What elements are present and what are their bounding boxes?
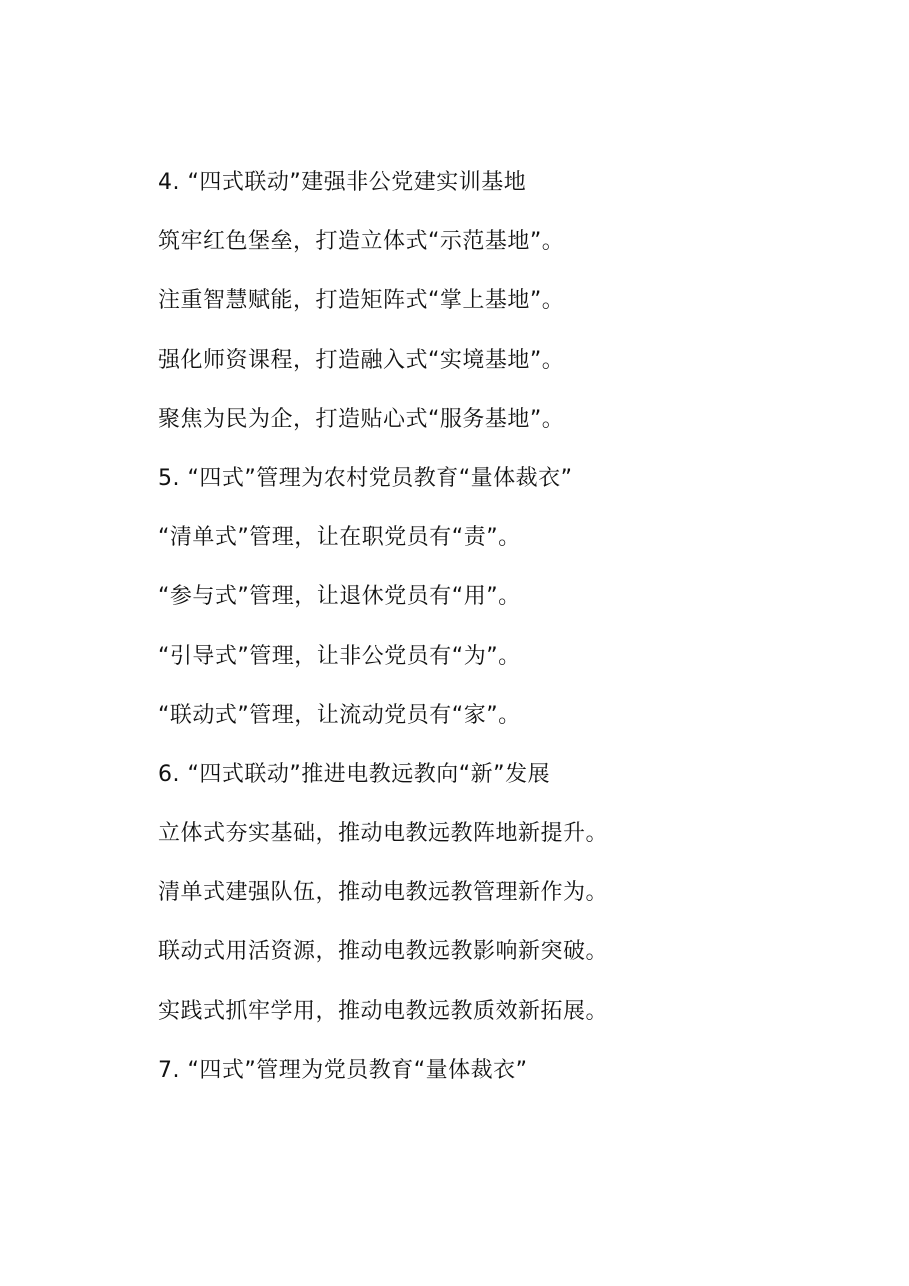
paragraph-line: 实践式抓牢学用，推动电教远教质效新拓展。: [158, 998, 609, 1024]
paragraph-line: 联动式用活资源，推动电教远教影响新突破。: [158, 939, 609, 965]
paragraph-line: “引导式”管理，让非公党员有“为”。: [158, 643, 521, 669]
paragraph-line: 注重智慧赋能，打造矩阵式“掌上基地”。: [158, 288, 565, 314]
paragraph-line: 聚焦为民为企，打造贴心式“服务基地”。: [158, 406, 565, 432]
paragraph-line: 强化师资课程，打造融入式“实境基地”。: [158, 347, 565, 373]
paragraph-line: “联动式”管理，让流动党员有“家”。: [158, 702, 521, 728]
paragraph-line: “清单式”管理，让在职党员有“责”。: [158, 525, 521, 551]
document-body: [158, 164, 858, 1111]
paragraph-line: “参与式”管理，让退休党员有“用”。: [158, 584, 521, 610]
heading-5: 5. “四式”管理为农村党员教育“量体裁衣”: [158, 465, 573, 491]
heading-6: 6. “四式联动”推进电教远教向“新”发展: [158, 761, 551, 787]
paragraph-line: 立体式夯实基础，推动电教远教阵地新提升。: [158, 821, 609, 847]
paragraph-line: 清单式建强队伍，推动电教远教管理新作为。: [158, 880, 609, 906]
heading-4: 4. “四式联动”建强非公党建实训基地: [158, 170, 527, 195]
paragraph-line: 筑牢红色堡垒，打造立体式“示范基地”。: [158, 229, 565, 255]
heading-7: 7. “四式”管理为党员教育“量体裁衣”: [158, 1057, 528, 1083]
